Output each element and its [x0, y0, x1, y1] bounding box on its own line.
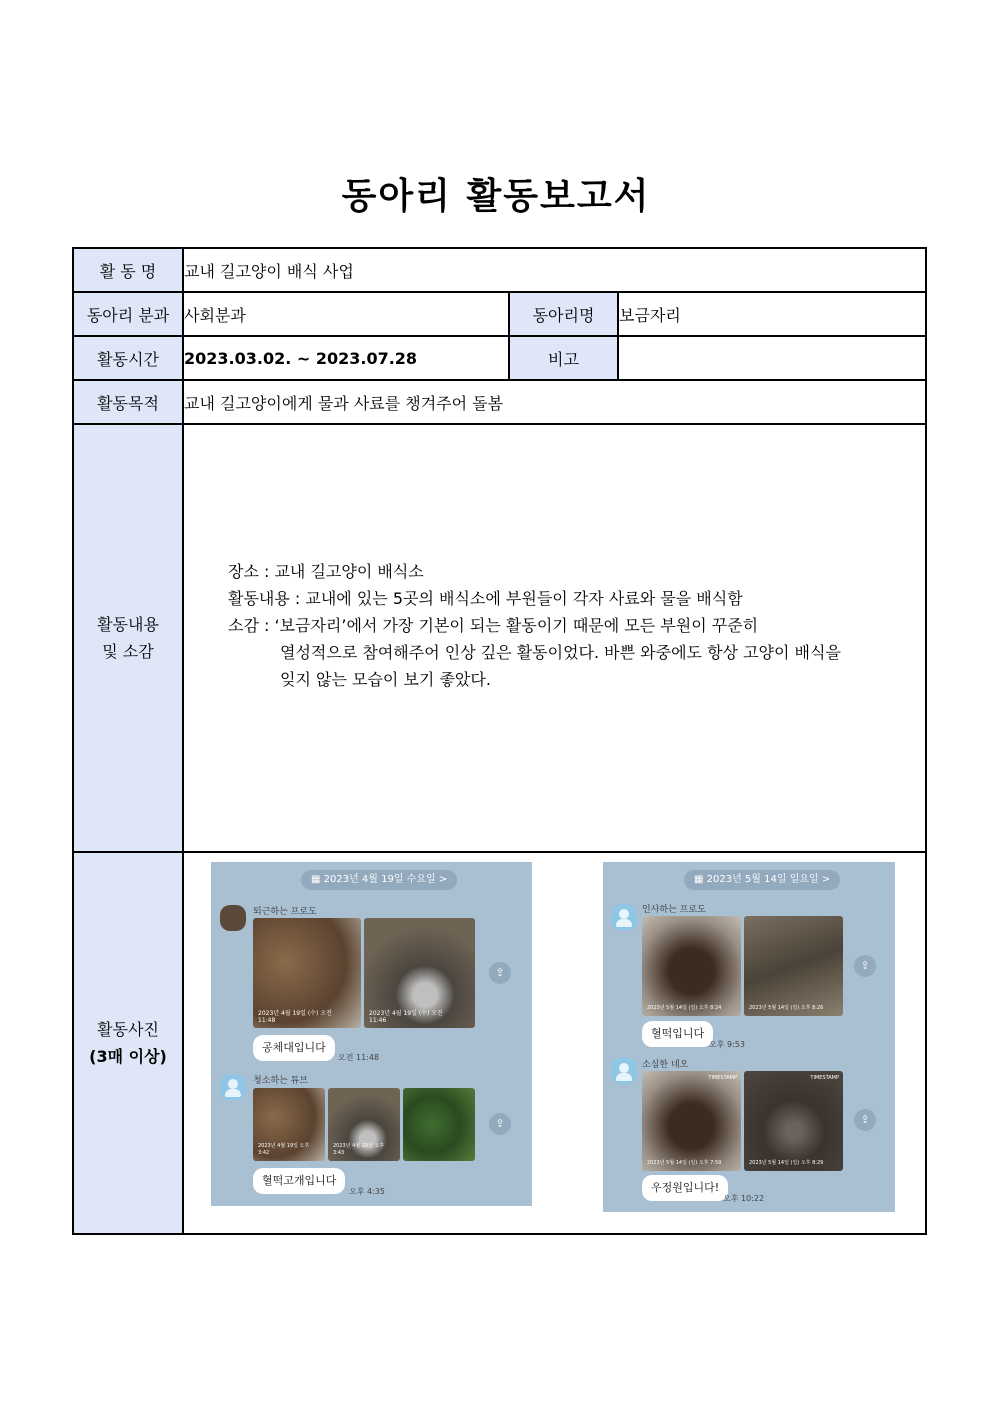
activity-time-label: 활동시간 [73, 336, 183, 380]
chat-photo [253, 918, 361, 1028]
date-text: 2023년 4월 19일 수요일 > [323, 874, 448, 885]
message-time: 오전 11:48 [338, 1053, 380, 1062]
photo-timestamp: 2023년 5월 14일 (일) 오후 7:59 [647, 1160, 722, 1166]
content-label-line1: 활동내용 [97, 615, 159, 634]
photo-timestamp: 2023년 4월 19일 오후 3:43 [333, 1143, 385, 1156]
avatar [220, 905, 246, 931]
club-division-label: 동아리 분과 [73, 292, 183, 336]
content-line-activity: 활동내용 : 교내에 있는 5곳의 배식소에 부원들이 각자 사료와 물을 배식함 [228, 589, 743, 608]
chat-photo [328, 1088, 400, 1161]
photo-timestamp: 2023년 5월 14일 (일) 오후 8:29 [749, 1160, 824, 1166]
content-line-impression-2: 열성적으로 참여해주어 인상 깊은 활동이었다. 바쁜 와중에도 항상 고양이 배식을 [280, 643, 841, 662]
club-name-value: 보금자리 [618, 292, 926, 336]
content-line-impression: 소감 : ‘보금자리’에서 가장 기본이 되는 활동이기 때문에 모든 부원이 꾸준히 [228, 616, 759, 635]
chat-photo [364, 918, 475, 1028]
date-pill [684, 870, 840, 890]
activity-name-value: 교내 길고양이 배식 사업 [183, 248, 926, 292]
row-time [73, 336, 926, 380]
message-time: 오후 9:53 [709, 1040, 745, 1049]
remarks-value [618, 336, 926, 380]
chat-photo [744, 1071, 843, 1171]
report-table [72, 247, 927, 1235]
content-value [183, 424, 926, 852]
sender-name: 퇴근하는 프로도 [253, 907, 317, 917]
message-bubble: 혈떡입니다 [642, 1021, 713, 1047]
share-icon[interactable]: ⇪ [489, 1113, 511, 1135]
row-club [73, 292, 926, 336]
purpose-label: 활동목적 [73, 380, 183, 424]
sender-name: 소심한 네오 [642, 1060, 689, 1070]
page-title: 동아리 활동보고서 [341, 176, 651, 217]
row-content [73, 424, 926, 852]
sender-name: 인사하는 프로도 [642, 905, 706, 915]
remarks-label: 비고 [509, 336, 618, 380]
message-bubble: 공체대입니다 [253, 1035, 335, 1061]
chat-screenshot-left [211, 862, 532, 1206]
activity-time-value: 2023.03.02. ~ 2023.07.28 [183, 336, 509, 380]
chat-screenshot-right [603, 862, 895, 1212]
share-icon[interactable]: ⇪ [854, 955, 876, 977]
message-bubble: 혈떡고개입니다 [253, 1168, 345, 1194]
share-icon[interactable]: ⇪ [489, 962, 511, 984]
content-label [73, 424, 183, 852]
activity-name-label: 활 동 명 [73, 248, 183, 292]
chat-photo [642, 1071, 741, 1171]
photo-timestamp: 2023년 4월 19일 (수) 오전 11:48 [258, 1010, 332, 1024]
row-photos [73, 852, 926, 1234]
message-time: 오후 4:35 [349, 1187, 385, 1196]
chat-photo [744, 916, 843, 1016]
content-line-place: 장소 : 교내 길고양이 배식소 [228, 562, 424, 581]
calendar-icon: ▦ [694, 874, 707, 885]
share-icon[interactable]: ⇪ [854, 1109, 876, 1131]
row-activity-name [73, 248, 926, 292]
photo-timestamp: 2023년 4월 19일 (수) 오전 11:46 [369, 1010, 443, 1024]
photos-value [183, 852, 926, 1234]
photo-timestamp: 2023년 5월 14일 (일) 오후 8:24 [647, 1005, 722, 1011]
photo-timestamp: 2023년 4월 19일 오후 3:42 [258, 1143, 310, 1156]
photo-timestamp: 2023년 5월 14일 (일) 오후 8:26 [749, 1005, 824, 1011]
sender-name: 청소하는 튜브 [253, 1076, 309, 1086]
row-purpose [73, 380, 926, 424]
avatar [611, 904, 637, 930]
photos-label-line1: 활동사진 [97, 1020, 159, 1039]
content-line-impression-3: 잊지 않는 모습이 보기 좋았다. [280, 670, 491, 689]
content-label-line2: 및 소감 [102, 642, 154, 661]
chat-photo [642, 916, 741, 1016]
photos-label-line2: (3매 이상) [89, 1047, 167, 1066]
date-text: 2023년 5월 14일 일요일 > [706, 874, 831, 885]
message-time: 오후 10:22 [723, 1194, 765, 1203]
club-name-label: 동아리명 [509, 292, 618, 336]
date-pill [301, 870, 457, 890]
calendar-icon: ▦ [311, 874, 324, 885]
chat-photo [253, 1088, 325, 1161]
purpose-value: 교내 길고양이에게 물과 사료를 챙겨주어 돌봄 [183, 380, 926, 424]
chat-photo [403, 1088, 475, 1161]
timestamp-brand: TIMESTAMP [708, 1075, 737, 1081]
photos-label [73, 852, 183, 1234]
message-bubble: 우정원입니다! [642, 1175, 728, 1201]
club-division-value: 사회분과 [183, 292, 509, 336]
content-text [228, 558, 841, 693]
avatar [611, 1058, 637, 1084]
avatar [220, 1074, 246, 1100]
timestamp-brand: TIMESTAMP [810, 1075, 839, 1081]
